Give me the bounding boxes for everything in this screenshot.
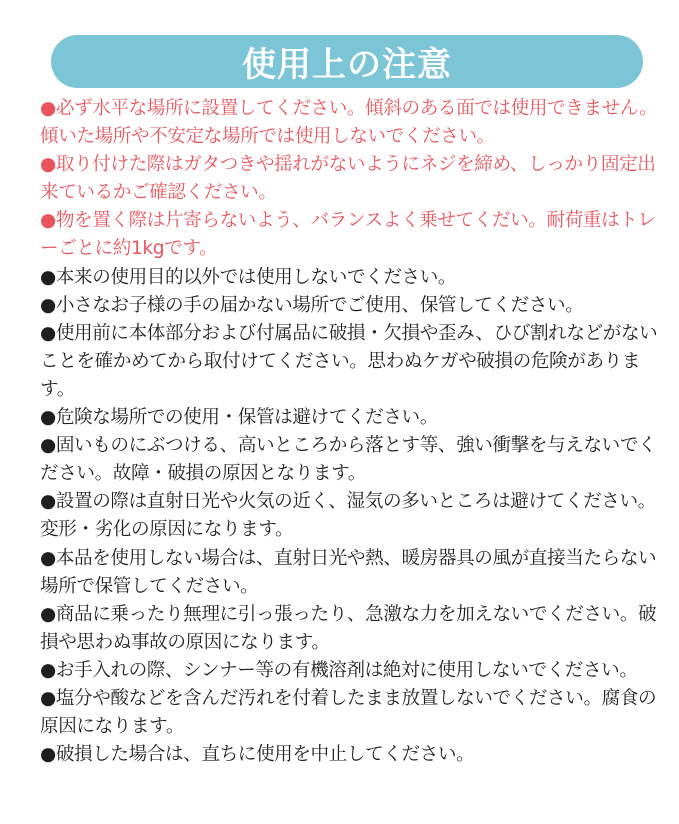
precaution-item: ●物を置く際は片寄らないよう、バランスよく乗せてくだい。耐荷重はトレーごとに約1kgです。 [40, 210, 656, 260]
precaution-item: ●お手入れの際、シンナー等の有機溶剤は絶対に使用しないでください。 [40, 659, 638, 681]
precaution-list [40, 95, 666, 769]
precaution-item: ●小さなお子様の手の届かない場所でご使用、保管してください。 [40, 294, 584, 316]
page-title: 使用上の注意 [242, 45, 452, 85]
precaution-item: ●危険な場所での使用・保管は避けてください。 [40, 407, 438, 429]
precaution-item: ●破損した場合は、直ちに使用を中止してください。 [40, 744, 475, 766]
precaution-item: ●塩分や酸などを含んだ汚れを付着したまま放置しないでください。腐食の原因になります。 [40, 687, 657, 738]
precaution-item: ●商品に乗ったり無理に引っ張ったり、急激な力を加えないでください。破損や思わぬ事故の原因になります。 [40, 603, 657, 653]
precaution-item: ●本来の使用目的以外では使用しないでください。 [40, 266, 457, 288]
title-banner [51, 35, 643, 88]
precaution-item: ●本品を使用しない場合は、直射日光や熱、暖房器具の風が直接当たらない場所で保管してください。 [40, 547, 657, 597]
precaution-item: ●必ず水平な場所に設置してください。傾斜のある面では使用できません。傾いた場所や不安定な場所では使用しないでください。 [40, 98, 658, 148]
precaution-item: ●固いものにぶつける、高いところから落とす等、強い衝撃を与えないでください。故障・破損の原因となります。 [40, 435, 657, 485]
precaution-item: ●取り付けた際はガタつきや揺れがないようにネジを締め、しっかり固定出来ているかご確認ください。 [40, 154, 656, 204]
precaution-item: ●設置の際は直射日光や火気の近く、湿気の多いところは避けてください。変形・劣化の原因になります。 [40, 491, 656, 541]
precaution-item: ●使用前に本体部分および付属品に破損・欠損や歪み、ひび割れなどがないことを確かめてから取付けてください。思わぬケガや破損の危険があります。 [40, 322, 658, 400]
